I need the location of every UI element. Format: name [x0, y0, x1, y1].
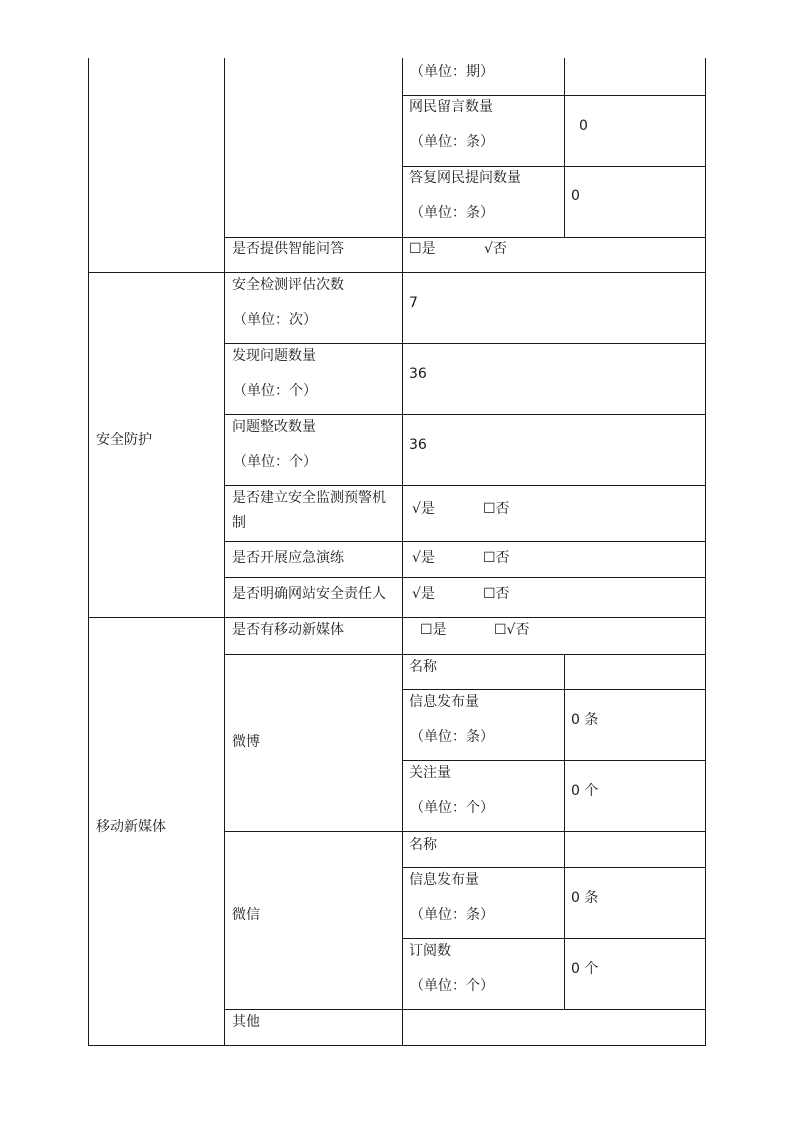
has-media-no-option[interactable]: ☐√否: [494, 622, 530, 638]
wechat-label: 微信: [232, 907, 260, 923]
comment-count-unit: （单位：条）: [410, 134, 494, 150]
row-line-13: [402, 760, 706, 761]
has-media-label: 是否有移动新媒体: [232, 622, 344, 638]
weibo-label: 微博: [232, 734, 260, 750]
row-line-10: [88, 617, 706, 618]
wechat-name-label: 名称: [409, 837, 437, 853]
other-media-label: 其他: [232, 1014, 260, 1030]
security-owner-yes-option[interactable]: √是: [412, 586, 435, 602]
table-border-bottom: [88, 1045, 706, 1046]
weibo-posts-unit: （单位：条）: [410, 729, 494, 745]
wechat-subscribers-unit: （单位：个）: [410, 978, 494, 994]
wechat-subscribers-label: 订阅数: [409, 943, 451, 959]
row-line-7: [224, 485, 706, 486]
monitor-mechanism-label-line2: 制: [232, 515, 246, 531]
issues-fixed-value: 36: [409, 437, 427, 453]
has-media-yes-option[interactable]: ☐是: [420, 622, 447, 638]
wechat-posts-unit: （单位：条）: [410, 907, 494, 923]
row-line-17: [224, 1009, 706, 1010]
media-category-label: 移动新媒体: [96, 819, 166, 835]
issues-found-unit: （单位：个）: [233, 383, 317, 399]
table-border-right: [705, 58, 706, 1046]
weibo-followers-value: 0 个: [571, 783, 599, 799]
row-line-11: [224, 654, 706, 655]
row-line-5: [224, 343, 706, 344]
security-eval-label: 安全检测评估次数: [232, 277, 344, 293]
monitor-yes-option[interactable]: √是: [412, 501, 435, 517]
col-divider-3-top: [564, 58, 565, 237]
period-unit-text: （单位：期）: [410, 64, 494, 80]
reply-count-label: 答复网民提问数量: [409, 170, 521, 186]
row-line-14: [224, 831, 706, 832]
smart-qa-no-option[interactable]: √否: [484, 241, 507, 257]
table-border-left: [88, 58, 89, 1046]
col-divider-3-wechat: [564, 832, 565, 1010]
emergency-drill-label: 是否开展应急演练: [232, 550, 344, 566]
smart-qa-yes-option[interactable]: ☐是: [409, 241, 436, 257]
security-eval-value: 7: [409, 295, 418, 311]
col-divider-2: [402, 58, 403, 1046]
security-owner-no-option[interactable]: ☐否: [483, 586, 510, 602]
monitor-mechanism-label-line1: 是否建立安全监测预警机: [232, 490, 386, 506]
row-line-15: [402, 867, 706, 868]
weibo-posts-label: 信息发布量: [409, 694, 479, 710]
smart-qa-label: 是否提供智能问答: [232, 241, 344, 257]
security-owner-label: 是否明确网站安全责任人: [232, 586, 386, 602]
issues-found-value: 36: [409, 366, 427, 382]
row-line-2: [402, 166, 706, 167]
issues-found-label: 发现问题数量: [232, 348, 316, 364]
row-line-12: [402, 689, 706, 690]
emergency-drill-yes-option[interactable]: √是: [412, 550, 435, 566]
security-category-label: 安全防护: [96, 432, 152, 448]
monitor-no-option[interactable]: ☐否: [483, 501, 510, 517]
col-divider-1: [224, 58, 225, 1046]
issues-fixed-label: 问题整改数量: [232, 419, 316, 435]
wechat-subscribers-value: 0 个: [571, 961, 599, 977]
row-line-8: [224, 541, 706, 542]
emergency-drill-no-option[interactable]: ☐否: [483, 550, 510, 566]
weibo-followers-label: 关注量: [409, 765, 451, 781]
reply-count-unit: （单位：条）: [410, 205, 494, 221]
row-line-4: [88, 272, 706, 273]
wechat-posts-value: 0 条: [571, 890, 599, 906]
comment-count-label: 网民留言数量: [409, 99, 493, 115]
row-line-3: [224, 237, 706, 238]
row-line-6: [224, 414, 706, 415]
row-line-9: [224, 577, 706, 578]
col-divider-3-weibo: [564, 654, 565, 832]
issues-fixed-unit: （单位：个）: [233, 454, 317, 470]
row-line-16: [402, 938, 706, 939]
row-line-1: [402, 95, 706, 96]
weibo-followers-unit: （单位：个）: [410, 800, 494, 816]
weibo-name-label: 名称: [409, 659, 437, 675]
security-eval-unit: （单位：次）: [233, 312, 317, 328]
wechat-posts-label: 信息发布量: [409, 872, 479, 888]
reply-count-value: 0: [571, 188, 580, 204]
weibo-posts-value: 0 条: [571, 712, 599, 728]
comment-count-value: 0: [579, 118, 588, 134]
